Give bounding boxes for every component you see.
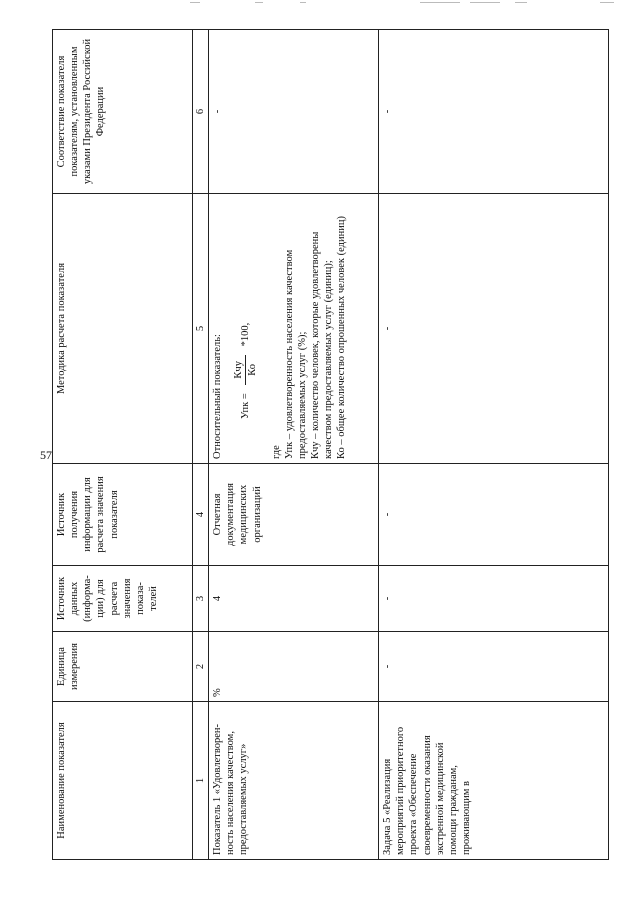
- rotated-table-wrapper: [52, 30, 637, 860]
- table-row: [379, 30, 609, 860]
- formula-lhs: Упк =: [240, 393, 252, 419]
- formula-tail: *100,: [240, 322, 252, 347]
- task-compliance: -: [379, 30, 609, 194]
- task-unit: -: [379, 632, 609, 702]
- task-source-info: -: [379, 464, 609, 566]
- formula-def: Упк – удовлетворенность населения качеством предоставляемых услуг (%);: [283, 249, 308, 459]
- col-number: 5: [193, 194, 209, 464]
- indicator-name: Показатель 1 «Удовлетворен-ность населения качеством, предоставляемых услуг»: [209, 702, 379, 860]
- indicator-source-info: Отчетная документация медицинских организаций: [209, 464, 379, 566]
- formula-where: где: [270, 445, 282, 459]
- scan-artifact: [0, 2, 640, 8]
- formula: [232, 198, 259, 419]
- header-source-info: Источник получения информации для расчета значения показателя: [53, 464, 193, 566]
- col-number: 2: [193, 632, 209, 702]
- indicator-source-data: 4: [209, 566, 379, 632]
- indicator-method: [209, 194, 379, 464]
- header-compliance: Соответствие показателя показателям, установленным указами Президента Российской Федерации: [53, 30, 193, 194]
- task-source-data: -: [379, 566, 609, 632]
- col-number: 1: [193, 702, 209, 860]
- header-name: Наименование показателя: [53, 702, 193, 860]
- task-method: -: [379, 194, 609, 464]
- formula-denominator: Ко: [247, 363, 259, 376]
- formula-numerator: Кчу: [232, 355, 246, 385]
- header-unit: Единица измерения: [53, 632, 193, 702]
- col-number: 3: [193, 566, 209, 632]
- formula-fraction: [232, 355, 259, 385]
- page-number: 57: [40, 448, 52, 462]
- header-source-data: Источник данных (информа-ции) для расчета значения показа-телей: [53, 566, 193, 632]
- formula-def: Ко – общее количество опрошенных человек (единиц): [336, 216, 348, 459]
- col-number: 4: [193, 464, 209, 566]
- indicator-compliance: -: [209, 30, 379, 194]
- task-name: Задача 5 «Реализация мероприятий приоритетного проекта «Обеспечение своевременности оказания экстренной медицинской помощи гражданам, проживающим в: [379, 702, 609, 860]
- header-method: Методика расчета показателя: [53, 194, 193, 464]
- column-number-row: [193, 30, 209, 860]
- landscape-content: [52, 30, 637, 860]
- table-row: [209, 30, 379, 860]
- header-row: [53, 30, 193, 860]
- indicator-unit: %: [209, 632, 379, 702]
- method-intro: Относительный показатель:: [212, 334, 224, 459]
- formula-def: Кчу – количество человек, которые удовлетворены качеством предоставляемых услуг (единиц);: [309, 231, 334, 459]
- indicators-table: [52, 29, 609, 860]
- col-number: 6: [193, 30, 209, 194]
